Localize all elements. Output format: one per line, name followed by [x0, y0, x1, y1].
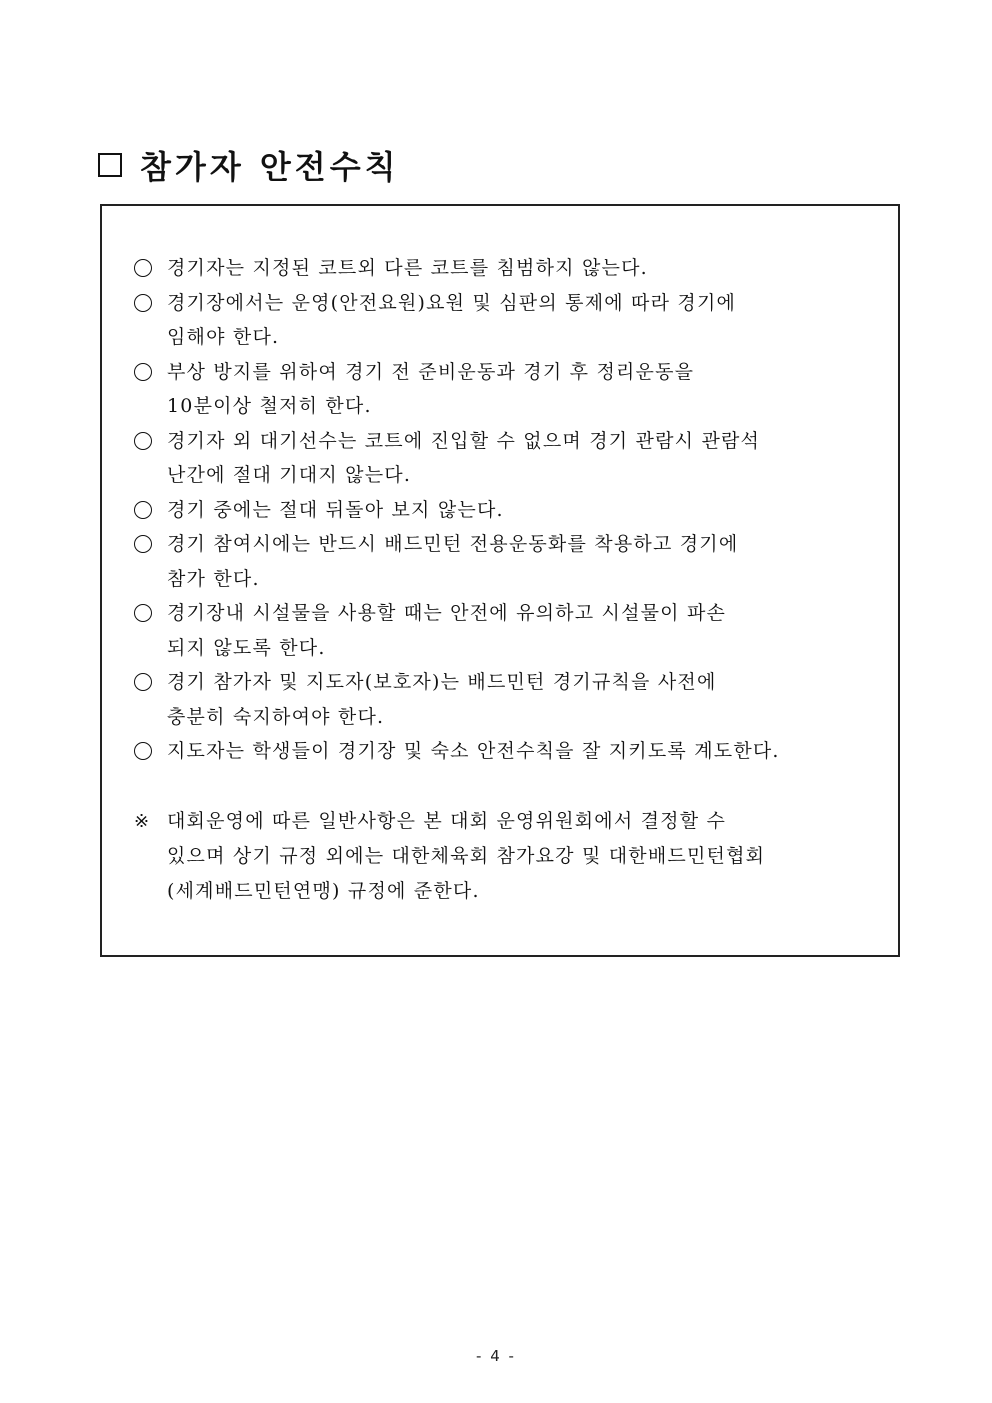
- rule-item: [134, 596, 874, 665]
- circle-bullet-icon: [134, 501, 152, 519]
- rule-item: [134, 493, 874, 528]
- circle-bullet-icon: [134, 604, 152, 622]
- footnote: [134, 804, 874, 909]
- footnote-line: (세계배드민턴연맹) 규정에 준한다.: [167, 880, 480, 902]
- circle-bullet-icon: [134, 294, 152, 312]
- rule-line: 부상 방지를 위하여 경기 전 준비운동과 경기 후 정리운동을: [167, 360, 695, 383]
- rule-item: [134, 424, 874, 493]
- rule-line: 경기 참여시에는 반드시 배드민턴 전용운동화를 착용하고 경기에: [167, 533, 739, 555]
- rule-line: 난간에 절대 기대지 않는다.: [167, 464, 412, 486]
- rule-line: 지도자는 학생들이 경기장 및 숙소 안전수칙을 잘 지키도록 계도한다.: [167, 740, 780, 762]
- circle-bullet-icon: [134, 432, 152, 450]
- rule-line: 참가 한다.: [167, 567, 260, 590]
- rule-item: [134, 355, 874, 424]
- rule-line: 되지 않도록 한다.: [167, 636, 326, 659]
- rule-line: 경기자 외 대기선수는 코트에 진입할 수 없으며 경기 관람시 관람석: [167, 429, 761, 452]
- rule-line: 경기 중에는 절대 뒤돌아 보지 않는다.: [167, 498, 504, 521]
- rule-line: 경기자는 지정된 코트외 다른 코트를 침범하지 않는다.: [167, 257, 648, 279]
- rule-item: [134, 286, 874, 355]
- rule-line: 충분히 숙지하여야 한다.: [167, 705, 385, 728]
- circle-bullet-icon: [134, 742, 152, 760]
- empty-square-icon: [98, 153, 122, 177]
- rule-line: 10분이상 철저히 한다.: [167, 395, 372, 417]
- rules-list: [134, 251, 874, 769]
- circle-bullet-icon: [134, 363, 152, 381]
- section-title-text: 참가자 안전수칙: [140, 148, 400, 186]
- circle-bullet-icon: [134, 673, 152, 691]
- footnote-line: 있으며 상기 규정 외에는 대한체육회 참가요강 및 대한배드민턴협회: [167, 845, 766, 867]
- rule-item: [134, 665, 874, 734]
- rule-line: 경기장내 시설물을 사용할 때는 안전에 유의하고 시설물이 파손: [167, 602, 727, 624]
- circle-bullet-icon: [134, 535, 152, 553]
- rule-line: 임해야 한다.: [167, 326, 280, 348]
- rule-item: [134, 734, 874, 769]
- rule-item: [134, 527, 874, 596]
- footnote-line: 대회운영에 따른 일반사항은 본 대회 운영위원회에서 결정할 수: [167, 810, 727, 832]
- section-title: [98, 140, 400, 190]
- rule-item: [134, 251, 874, 286]
- rule-line: 경기장에서는 운영(안전요원)요원 및 심판의 통제에 따라 경기에: [167, 291, 737, 314]
- reference-mark-icon: ※: [134, 811, 151, 832]
- page-number: - 4 -: [476, 1347, 516, 1365]
- rule-line: 경기 참가자 및 지도자(보호자)는 배드민턴 경기규칙을 사전에: [167, 671, 717, 693]
- circle-bullet-icon: [134, 259, 152, 277]
